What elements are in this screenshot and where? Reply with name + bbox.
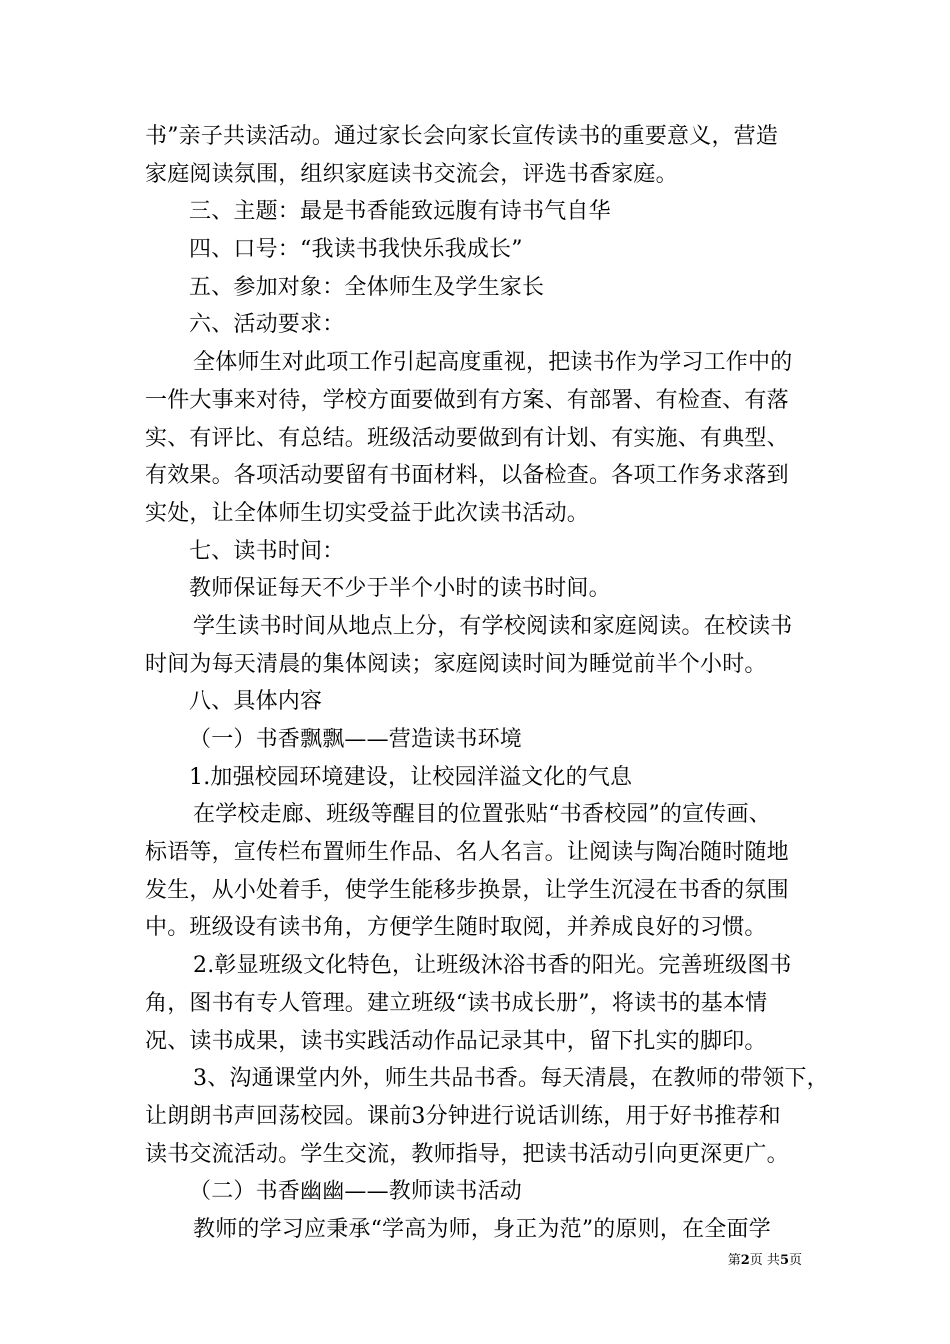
subsection-heading: （二）书香幽幽——教师读书活动	[189, 1179, 523, 1205]
text-line: 一件大事来对待，学校方面要做到有方案、有部署、有检查、有落	[145, 387, 789, 413]
section-heading: 三、主题：最是书香能致远腹有诗书气自华	[189, 199, 611, 225]
text-line: 在学校走廊、班级等醒目的位置张贴“书香校园”的宣传画、	[193, 802, 771, 828]
page-number	[728, 1249, 802, 1268]
subsection-heading: （一）书香飘飘——营造读书环境	[189, 727, 523, 752]
text-line: 中。班级设有读书角，方便学生随时取阅，并养成良好的习惯。	[145, 915, 767, 941]
page-number-suffix: 页	[788, 1253, 802, 1268]
text-line: 教师保证每天不少于半个小时的读书时间。	[189, 576, 611, 602]
text-line: 标语等，宣传栏布置师生作品、名人名言。让阅读与陶冶随时随地	[145, 840, 789, 866]
text-line: 家庭阅读氛围，组织家庭读书交流会，评选书香家庭。	[145, 161, 678, 187]
text-line: 书”亲子共读活动。通过家长会向家长宣传读书的重要意义，营造	[145, 124, 779, 149]
text-line: 发生，从小处着手，使学生能移步换景，让学生沉浸在书香的氛围	[145, 877, 789, 903]
text-line: 实、有评比、有总结。班级活动要做到有计划、有实施、有典型、	[145, 425, 789, 451]
document-body	[145, 118, 829, 1249]
page-number-prefix: 第	[727, 1253, 741, 1268]
section-heading: 六、活动要求：	[189, 312, 345, 338]
text-line: 1.加强校园环境建设，让校园洋溢文化的气息	[189, 764, 633, 790]
text-line: 实处，让全体师生切实受益于此次读书活动。	[145, 500, 590, 526]
total-pages: 5	[779, 1253, 789, 1268]
text-line: 时间为每天清晨的集体阅读；家庭阅读时间为睡觉前半个小时。	[145, 651, 767, 677]
current-page: 2	[740, 1253, 750, 1268]
section-heading: 五、参加对象：全体师生及学生家长	[189, 274, 545, 300]
text-line: 有效果。各项活动要留有书面材料，以备检查。各项工作务求落到	[145, 463, 789, 489]
text-line: 全体师生对此项工作引起高度重视，把读书作为学习工作中的	[193, 350, 793, 376]
text-line: 让朗朗书声回荡校园。课前3分钟进行说话训练，用于好书推荐和	[145, 1103, 781, 1129]
text-line: 教师的学习应秉承“学高为师，身正为范”的原则，在全面学	[193, 1216, 771, 1242]
page-number-middle: 页 共	[749, 1253, 780, 1268]
text-line: 读书交流活动。学生交流，教师指导，把读书活动引向更深更广。	[145, 1141, 789, 1167]
section-heading: 七、读书时间：	[189, 538, 345, 564]
text-line: 3、沟通课堂内外，师生共品书香。每天清晨，在教师的带领下，	[193, 1066, 829, 1092]
section-heading: 八、具体内容	[189, 689, 323, 715]
text-line: 角，图书有专人管理。建立班级“读书成长册”，将读书的基本情	[145, 990, 768, 1016]
section-heading: 四、口号：“我读书我快乐我成长”	[189, 237, 523, 263]
text-line: 况、读书成果，读书实践活动作品记录其中，留下扎实的脚印。	[145, 1028, 767, 1054]
text-line: 学生读书时间从地点上分，有学校阅读和家庭阅读。在校读书	[193, 613, 793, 639]
text-line: 2.彰显班级文化特色，让班级沐浴书香的阳光。完善班级图书	[193, 953, 792, 979]
